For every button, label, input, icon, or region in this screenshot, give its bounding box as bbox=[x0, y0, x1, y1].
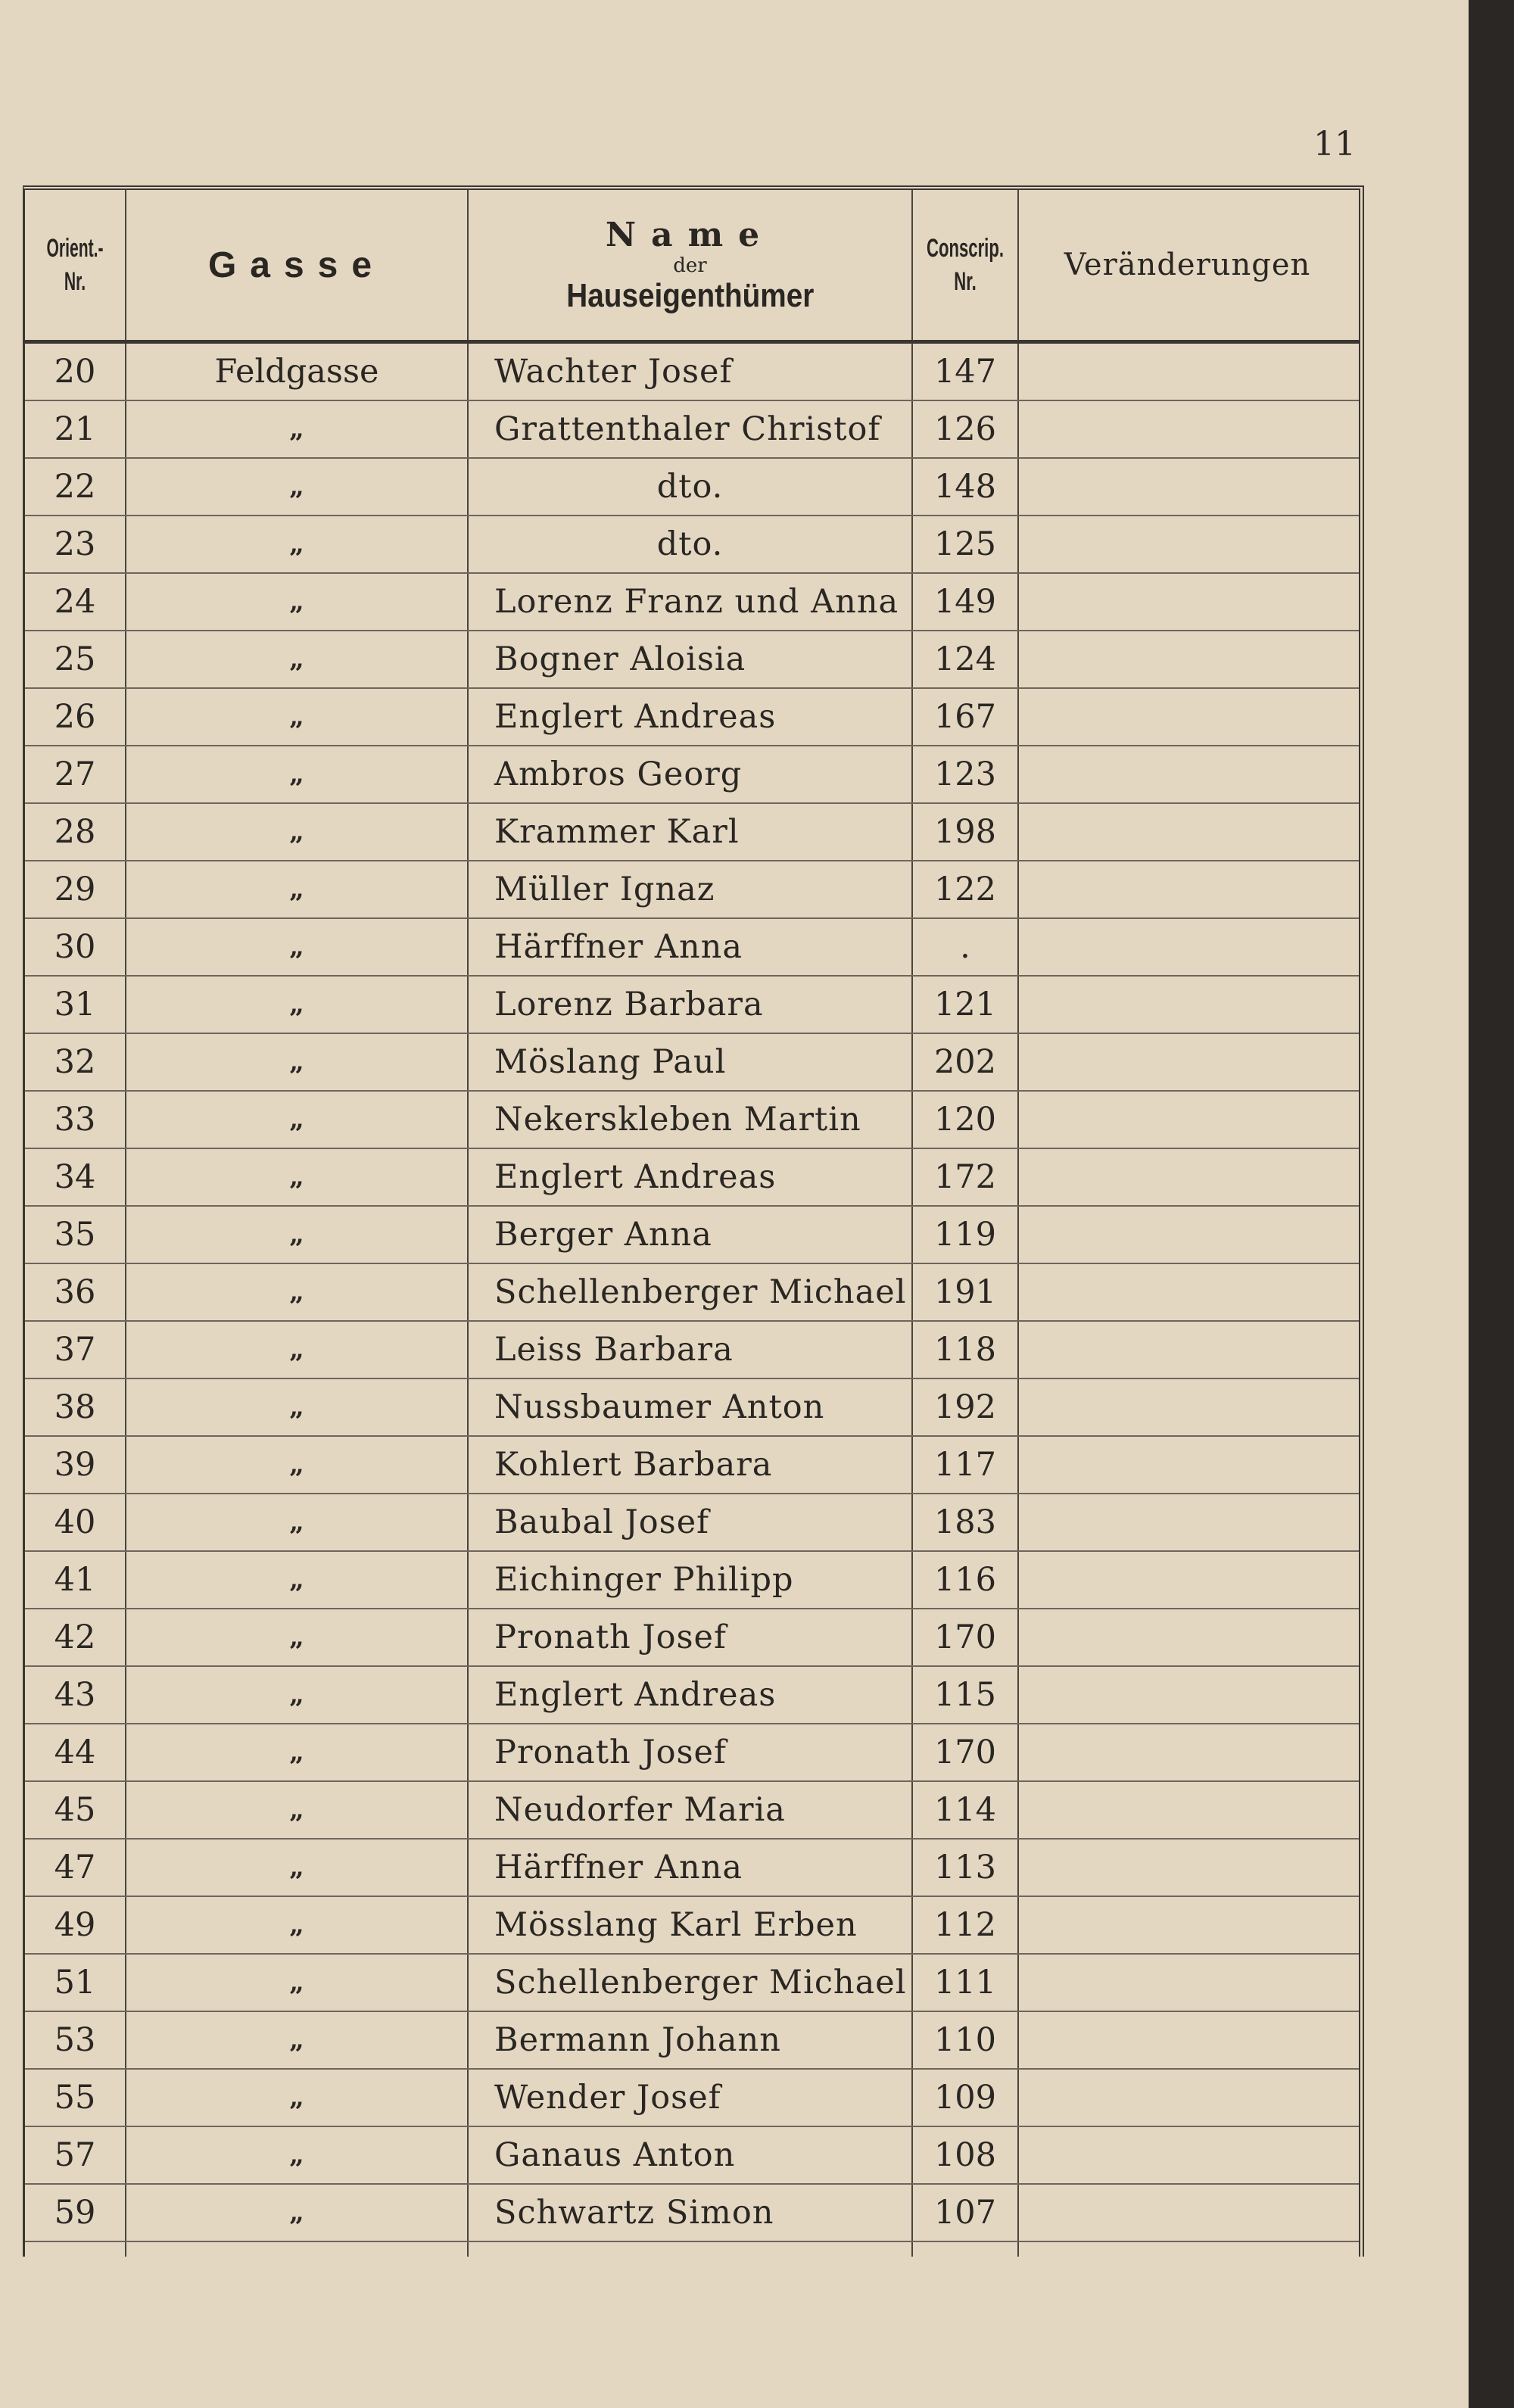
orient-cell: 38 bbox=[54, 1388, 96, 1426]
gasse-cell: „ bbox=[289, 2082, 304, 2113]
header-orient-label: Orient.- bbox=[46, 234, 104, 263]
gasse-cell: „ bbox=[289, 644, 304, 674]
gasse-cell: „ bbox=[289, 1795, 304, 1825]
orient-cell: 44 bbox=[54, 1734, 96, 1771]
orient-cell: 30 bbox=[54, 928, 96, 966]
header-conscrip-label: Conscrip. bbox=[927, 234, 1004, 263]
changes-cell bbox=[1019, 401, 1356, 457]
orient-cell: 53 bbox=[54, 2021, 96, 2059]
conscrip-cell: 114 bbox=[933, 1791, 997, 1829]
table-row bbox=[25, 977, 1359, 1034]
gasse-cell: „ bbox=[289, 2025, 304, 2055]
orient-cell: 43 bbox=[54, 1676, 96, 1714]
conscrip-cell: 118 bbox=[933, 1331, 997, 1369]
conscrip-cell: 170 bbox=[933, 1734, 997, 1771]
conscrip-cell: 125 bbox=[933, 525, 997, 563]
changes-cell bbox=[1019, 1092, 1356, 1148]
orient-cell: 35 bbox=[54, 1216, 96, 1254]
owner-name-cell: Wachter Josef bbox=[494, 353, 733, 391]
gasse-cell: „ bbox=[289, 1622, 304, 1653]
orient-cell: 25 bbox=[54, 640, 96, 678]
changes-cell bbox=[1019, 1839, 1356, 1896]
header-gasse: Gasse bbox=[207, 245, 386, 285]
owner-name-cell: dto. bbox=[656, 468, 724, 506]
conscrip-cell: 111 bbox=[933, 1964, 997, 2001]
changes-cell bbox=[1019, 977, 1356, 1033]
page-number: 11 bbox=[1313, 125, 1356, 164]
conscrip-cell: 202 bbox=[933, 1043, 997, 1081]
table-row bbox=[25, 1724, 1359, 1782]
conscrip-cell: 170 bbox=[933, 1618, 997, 1656]
table-row bbox=[25, 1379, 1359, 1437]
orient-cell: 29 bbox=[54, 871, 96, 908]
gasse-cell: „ bbox=[289, 817, 304, 847]
table-row bbox=[25, 804, 1359, 861]
table-row bbox=[25, 401, 1359, 459]
house-owner-table bbox=[23, 185, 1364, 2257]
conscrip-cell: 124 bbox=[933, 640, 997, 678]
conscrip-cell: 121 bbox=[933, 986, 997, 1023]
changes-cell bbox=[1019, 2127, 1356, 2183]
orient-cell: 47 bbox=[54, 1849, 96, 1886]
changes-cell bbox=[1019, 516, 1356, 572]
table-row bbox=[25, 1552, 1359, 1609]
owner-name-cell: Neudorfer Maria bbox=[494, 1791, 786, 1829]
orient-cell: 24 bbox=[54, 583, 96, 621]
header-orient-nr bbox=[44, 190, 106, 340]
changes-cell bbox=[1019, 1609, 1356, 1665]
changes-cell bbox=[1019, 804, 1356, 860]
table-row bbox=[25, 1264, 1359, 1322]
conscrip-cell: 183 bbox=[933, 1503, 997, 1541]
table-row bbox=[25, 1034, 1359, 1092]
gasse-cell: „ bbox=[289, 1680, 304, 1710]
gasse-cell: „ bbox=[289, 1450, 304, 1480]
conscrip-cell: 117 bbox=[933, 1446, 997, 1484]
changes-cell bbox=[1019, 1149, 1356, 1205]
owner-name-cell: Nussbaumer Anton bbox=[494, 1388, 825, 1426]
table-row bbox=[25, 574, 1359, 631]
changes-cell bbox=[1019, 861, 1356, 917]
conscrip-cell: 115 bbox=[933, 1676, 997, 1714]
table-row bbox=[25, 1839, 1359, 1897]
changes-cell bbox=[1019, 1379, 1356, 1435]
orient-cell: 39 bbox=[54, 1446, 96, 1484]
orient-cell: 59 bbox=[54, 2194, 96, 2232]
changes-cell bbox=[1019, 1437, 1356, 1493]
conscrip-cell: 148 bbox=[933, 468, 997, 506]
orient-cell: 34 bbox=[54, 1158, 96, 1196]
changes-cell bbox=[1019, 1955, 1356, 2011]
table-row bbox=[25, 1897, 1359, 1955]
table-row bbox=[25, 344, 1359, 401]
table-row bbox=[25, 1207, 1359, 1264]
orient-cell: 45 bbox=[54, 1791, 96, 1829]
table-row bbox=[25, 2185, 1359, 2242]
conscrip-cell: 122 bbox=[933, 871, 997, 908]
changes-cell bbox=[1019, 1264, 1356, 1320]
owner-name-cell: Härffner Anna bbox=[494, 1849, 743, 1886]
owner-name-cell: Schwartz Simon bbox=[494, 2194, 774, 2232]
table-row bbox=[25, 516, 1359, 574]
conscrip-cell: 123 bbox=[933, 755, 997, 793]
table-row bbox=[25, 919, 1359, 977]
table-row bbox=[25, 689, 1359, 746]
owner-name-cell: Englert Andreas bbox=[494, 1158, 777, 1196]
owner-name-cell: Berger Anna bbox=[494, 1216, 712, 1254]
table-row bbox=[25, 746, 1359, 804]
table-row bbox=[25, 631, 1359, 689]
table-row bbox=[25, 2070, 1359, 2127]
owner-name-cell: Englert Andreas bbox=[494, 1676, 777, 1714]
table-row bbox=[25, 1494, 1359, 1552]
gasse-cell: „ bbox=[289, 932, 304, 962]
owner-name-cell: Krammer Karl bbox=[494, 813, 740, 851]
changes-cell bbox=[1019, 574, 1356, 630]
gasse-cell: „ bbox=[289, 1047, 304, 1077]
header-conscrip-nr-label: Nr. bbox=[954, 267, 977, 296]
gasse-cell: „ bbox=[289, 1392, 304, 1422]
changes-cell bbox=[1019, 344, 1356, 400]
header-name-owners: Hauseigenthümer bbox=[565, 276, 815, 314]
conscrip-cell: 191 bbox=[933, 1273, 997, 1311]
conscrip-cell: 107 bbox=[933, 2194, 997, 2232]
gasse-cell: „ bbox=[289, 1967, 304, 1998]
conscrip-cell: 108 bbox=[933, 2136, 997, 2174]
header-name-der: der bbox=[673, 254, 707, 277]
orient-cell: 42 bbox=[54, 1618, 96, 1656]
changes-cell bbox=[1019, 1552, 1356, 1608]
table-row bbox=[25, 1609, 1359, 1667]
owner-name-cell: Pronath Josef bbox=[494, 1618, 727, 1656]
changes-cell bbox=[1019, 1897, 1356, 1953]
gasse-cell: „ bbox=[289, 529, 304, 559]
conscrip-cell: 147 bbox=[933, 353, 997, 391]
conscrip-cell: 198 bbox=[933, 813, 997, 851]
table-row bbox=[25, 2012, 1359, 2070]
owner-name-cell: Bogner Aloisia bbox=[494, 640, 746, 678]
table-row bbox=[25, 1667, 1359, 1724]
table-row bbox=[25, 1149, 1359, 1207]
owner-name-cell: Ganaus Anton bbox=[494, 2136, 736, 2174]
owner-name-cell: Nekerskleben Martin bbox=[494, 1101, 861, 1139]
orient-cell: 51 bbox=[54, 1964, 96, 2001]
header-veraenderungen: Veränderungen bbox=[1064, 248, 1311, 282]
orient-cell: 37 bbox=[54, 1331, 96, 1369]
orient-cell: 57 bbox=[54, 2136, 96, 2174]
owner-name-cell: Möslang Paul bbox=[494, 1043, 727, 1081]
conscrip-cell: 149 bbox=[933, 583, 997, 621]
table-row bbox=[25, 1955, 1359, 2012]
header-name-title: Name bbox=[605, 215, 775, 254]
gasse-cell: Feldgasse bbox=[214, 353, 379, 391]
conscrip-cell: 192 bbox=[933, 1388, 997, 1426]
gasse-cell: „ bbox=[289, 1910, 304, 1940]
conscrip-cell: 120 bbox=[933, 1101, 997, 1139]
owner-name-cell: Schellenberger Michael bbox=[494, 1964, 907, 2001]
owner-name-cell: Lorenz Franz und Anna bbox=[494, 583, 899, 621]
table-row bbox=[25, 1782, 1359, 1839]
owner-name-cell: Kohlert Barbara bbox=[494, 1446, 773, 1484]
book-spine bbox=[1469, 0, 1514, 2408]
changes-cell bbox=[1019, 631, 1356, 687]
gasse-cell: „ bbox=[289, 1104, 304, 1135]
changes-cell bbox=[1019, 689, 1356, 745]
gasse-cell: „ bbox=[289, 587, 304, 617]
table-row bbox=[25, 861, 1359, 919]
owner-name-cell: Baubal Josef bbox=[494, 1503, 710, 1541]
gasse-cell: „ bbox=[289, 1162, 304, 1192]
table-body bbox=[25, 344, 1359, 2242]
header-conscrip-nr bbox=[927, 190, 1004, 340]
orient-cell: 28 bbox=[54, 813, 96, 851]
orient-cell: 41 bbox=[54, 1561, 96, 1599]
orient-cell: 22 bbox=[54, 468, 96, 506]
orient-cell: 26 bbox=[54, 698, 96, 736]
owner-name-cell: Leiss Barbara bbox=[494, 1331, 734, 1369]
gasse-cell: „ bbox=[289, 1220, 304, 1250]
owner-name-cell: Härffner Anna bbox=[494, 928, 743, 966]
gasse-cell: „ bbox=[289, 874, 304, 905]
table-row bbox=[25, 2127, 1359, 2185]
header-name bbox=[469, 190, 911, 340]
changes-cell bbox=[1019, 1034, 1356, 1090]
changes-cell bbox=[1019, 1724, 1356, 1780]
gasse-cell: „ bbox=[289, 1852, 304, 1883]
conscrip-cell: 113 bbox=[933, 1849, 997, 1886]
changes-cell bbox=[1019, 1667, 1356, 1723]
owner-name-cell: dto. bbox=[656, 525, 724, 563]
conscrip-cell: 116 bbox=[933, 1561, 997, 1599]
orient-cell: 55 bbox=[54, 2079, 96, 2117]
changes-cell bbox=[1019, 746, 1356, 802]
orient-cell: 23 bbox=[54, 525, 96, 563]
header-orient-nr-label: Nr. bbox=[64, 267, 86, 296]
table-row bbox=[25, 1092, 1359, 1149]
gasse-cell: „ bbox=[289, 989, 304, 1020]
changes-cell bbox=[1019, 2012, 1356, 2068]
orient-cell: 32 bbox=[54, 1043, 96, 1081]
orient-cell: 20 bbox=[54, 353, 96, 391]
changes-cell bbox=[1019, 1782, 1356, 1838]
owner-name-cell: Mösslang Karl Erben bbox=[494, 1906, 858, 1944]
gasse-cell: „ bbox=[289, 1507, 304, 1537]
conscrip-cell: 172 bbox=[933, 1158, 997, 1196]
gasse-cell: „ bbox=[289, 1335, 304, 1365]
gasse-cell: „ bbox=[289, 1277, 304, 1307]
conscrip-cell: 112 bbox=[933, 1906, 997, 1944]
conscrip-cell: 167 bbox=[933, 698, 997, 736]
gasse-cell: „ bbox=[289, 472, 304, 502]
table-row bbox=[25, 1437, 1359, 1494]
owner-name-cell: Pronath Josef bbox=[494, 1734, 727, 1771]
orient-cell: 31 bbox=[54, 986, 96, 1023]
gasse-cell: „ bbox=[289, 414, 304, 444]
owner-name-cell: Schellenberger Michael bbox=[494, 1273, 907, 1311]
gasse-cell: „ bbox=[289, 702, 304, 732]
owner-name-cell: Eichinger Philipp bbox=[494, 1561, 794, 1599]
orient-cell: 40 bbox=[54, 1503, 96, 1541]
changes-cell bbox=[1019, 919, 1356, 975]
conscrip-cell: 110 bbox=[933, 2021, 997, 2059]
changes-cell bbox=[1019, 1207, 1356, 1263]
changes-cell bbox=[1019, 1322, 1356, 1378]
changes-cell bbox=[1019, 2070, 1356, 2126]
owner-name-cell: Müller Ignaz bbox=[494, 871, 715, 908]
orient-cell: 49 bbox=[54, 1906, 96, 1944]
gasse-cell: „ bbox=[289, 2198, 304, 2228]
changes-cell bbox=[1019, 2185, 1356, 2241]
table-row bbox=[25, 459, 1359, 516]
gasse-cell: „ bbox=[289, 1565, 304, 1595]
gasse-cell: „ bbox=[289, 1737, 304, 1768]
conscrip-cell: 109 bbox=[933, 2079, 997, 2117]
orient-cell: 36 bbox=[54, 1273, 96, 1311]
conscrip-cell: 119 bbox=[933, 1216, 997, 1254]
conscrip-cell: 126 bbox=[933, 410, 997, 448]
owner-name-cell: Lorenz Barbara bbox=[494, 986, 764, 1023]
table-row bbox=[25, 1322, 1359, 1379]
gasse-cell: „ bbox=[289, 2140, 304, 2170]
owner-name-cell: Bermann Johann bbox=[494, 2021, 781, 2059]
owner-name-cell: Englert Andreas bbox=[494, 698, 777, 736]
table-header bbox=[25, 190, 1359, 344]
changes-cell bbox=[1019, 459, 1356, 515]
orient-cell: 21 bbox=[54, 410, 96, 448]
conscrip-cell: . bbox=[960, 928, 970, 966]
orient-cell: 33 bbox=[54, 1101, 96, 1139]
changes-cell bbox=[1019, 1494, 1356, 1550]
owner-name-cell: Ambros Georg bbox=[494, 755, 743, 793]
owner-name-cell: Wender Josef bbox=[494, 2079, 721, 2117]
owner-name-cell: Grattenthaler Christof bbox=[494, 410, 881, 448]
gasse-cell: „ bbox=[289, 759, 304, 790]
orient-cell: 27 bbox=[54, 755, 96, 793]
